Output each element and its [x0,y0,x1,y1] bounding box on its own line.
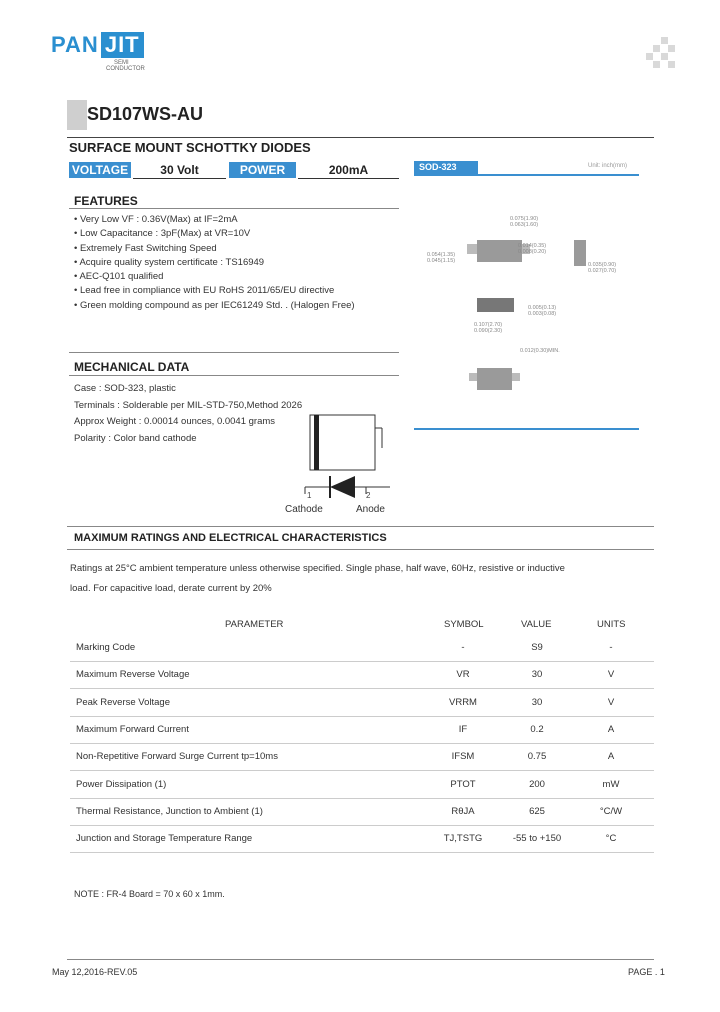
table-note: NOTE : FR-4 Board = 70 x 60 x 1mm. [74,889,225,899]
features-title: FEATURES [74,194,138,208]
symbol-cell: VR [456,669,470,681]
param-cell: Thermal Resistance, Junction to Ambient (1) [76,805,263,817]
subtitle: SURFACE MOUNT SCHOTTKY DIODES [69,140,311,155]
table-row-divider [70,825,654,826]
col-header-parameter: PARAMETER [225,619,284,630]
col-header-symbol: SYMBOL [444,619,484,630]
pkg-bottom-view [477,298,514,312]
pkg-top-view [477,240,522,262]
symbol-cell: PTOT [450,778,476,790]
value-cell: 625 [529,805,545,817]
col-header-units: UNITS [597,619,626,630]
units-cell: - [609,642,613,653]
footer-date: May 12,2016-REV.05 [52,967,138,977]
voltage-value: 30 Volt [133,162,226,179]
symbol-cell: IF [458,723,468,735]
ratings-top-divider [67,526,654,527]
mech-item: Polarity : Color band cathode [74,432,197,444]
ratings-note-2: load. For capacitive load, derate current by 20% [70,583,272,594]
logo-pan: PAN [51,32,99,57]
power-label: POWER [229,162,296,178]
table-row-divider [70,743,654,744]
feature-item: • Very Low VF : 0.36V(Max) at IF=2mA [74,214,238,225]
ratings-note-1: Ratings at 25°C ambient temperature unless otherwise specified. Single phase, half wave, 60Hz, resistive or inductive [70,563,565,574]
features-list [74,213,355,313]
page-title: SD107WS-AU [87,104,204,124]
voltage-label: VOLTAGE [69,162,131,178]
logo-subtitle [106,60,145,72]
symbol-cell: - [461,642,465,653]
symbol-cell: RθJA [451,805,475,817]
param-cell: Maximum Reverse Voltage [76,669,190,681]
cathode-band [314,415,319,470]
param-cell: Power Dissipation (1) [76,778,167,790]
mech-item: Case : SOD-323, plastic [74,383,176,394]
param-cell: Peak Reverse Voltage [76,696,171,708]
dim-label: 0.012(0.30)MIN. [520,348,560,354]
package-unit: Unit: inch(mm) [588,163,628,169]
value-cell: 30 [531,696,543,708]
param-cell: Non-Repetitive Forward Surge Current tp=10ms [76,751,278,763]
feature-item: • Green molding compound as per IEC61249 Std. . (Halogen Free) [74,299,355,311]
feature-item: • AEC-Q101 qualified [74,271,164,283]
dim-label: 0.035(0.90) 0.027(0.70) [588,262,617,274]
symbol-cell: VRRM [449,696,477,708]
value-cell: 0.75 [527,751,547,763]
dim-label: 0.075(1.90) 0.063(1.60) [510,216,539,228]
table-row-divider [70,770,654,771]
param-cell: Junction and Storage Temperature Range [76,833,253,845]
value-cell: 0.2 [530,723,544,735]
dim-label: 0.014(0.35) 0.008(0.20) [518,243,547,255]
units-cell: A [607,723,615,735]
power-value: 200mA [298,162,399,179]
table-row-divider [70,661,654,662]
footer-divider [67,959,654,960]
units-cell: V [607,696,615,708]
mechanical-divider [69,375,399,376]
feature-item: • Low Capacitance : 3pF(Max) at VR=10V [74,228,251,240]
pin1-label: 1 [307,491,312,500]
dim-label: 0.054(1.35) 0.045(1.15) [427,252,456,264]
company-logo [51,32,144,58]
features-divider [69,208,399,209]
table-row-divider [70,852,654,853]
logo-jit: JIT [101,32,144,58]
pkg-end-view [477,368,512,390]
mechanical-top-divider [69,352,399,353]
title-divider [67,137,654,138]
anode-label: Anode [356,504,385,515]
dim-label: 0.107(2.70) 0.090(2.30) [474,322,503,334]
units-cell: mW [602,778,620,790]
value-cell: -55 to +150 [512,833,562,845]
pin2-label: 2 [366,491,371,500]
corner-decoration [646,37,676,67]
pkg-side-view [574,240,586,266]
dim-label: 0.005(0.13) 0.003(0.08) [528,305,557,317]
ratings-divider [67,549,654,550]
feature-item: • Acquire quality system certificate : TS16949 [74,256,265,268]
units-cell: °C/W [599,805,623,817]
logo-sub-line2: CONDUCTOR [106,66,145,72]
mech-item: Approx Weight : 0.00014 ounces, 0.0041 grams [74,416,276,427]
feature-item: • Lead free in compliance with EU RoHS 2011/65/EU directive [74,285,335,297]
value-cell: S9 [531,642,543,653]
diode-triangle [330,476,355,498]
symbol-cell: TJ,TSTG [443,833,483,845]
package-outline [310,415,375,470]
package-top-line [414,174,639,176]
units-cell: A [607,751,615,763]
ratings-intro [70,559,654,599]
logo-sub-line1: SEMI [114,60,129,66]
cathode-label: Cathode [285,504,323,515]
param-cell: Maximum Forward Current [76,723,189,735]
param-cell: Marking Code [76,642,136,653]
table-row-divider [70,688,654,689]
ratings-title: MAXIMUM RATINGS AND ELECTRICAL CHARACTERISTICS [74,532,387,544]
units-cell: °C [605,833,617,845]
footer-page: PAGE . 1 [628,967,665,977]
title-accent [67,100,87,130]
feature-item: • Extremely Fast Switching Speed [74,242,217,254]
symbol-cell: IFSM [451,751,475,763]
value-cell: 30 [531,669,543,681]
table-row-divider [70,716,654,717]
col-header-value: VALUE [521,619,552,630]
mechanical-list [74,381,302,447]
value-cell: 200 [529,778,545,790]
mech-item: Terminals : Solderable per MIL-STD-750,Method 2026 [74,399,303,411]
units-cell: V [607,669,615,681]
mechanical-title: MECHANICAL DATA [74,360,190,374]
package-tab: SOD-323 [414,161,478,174]
table-row-divider [70,798,654,799]
package-bottom-line [414,428,639,430]
